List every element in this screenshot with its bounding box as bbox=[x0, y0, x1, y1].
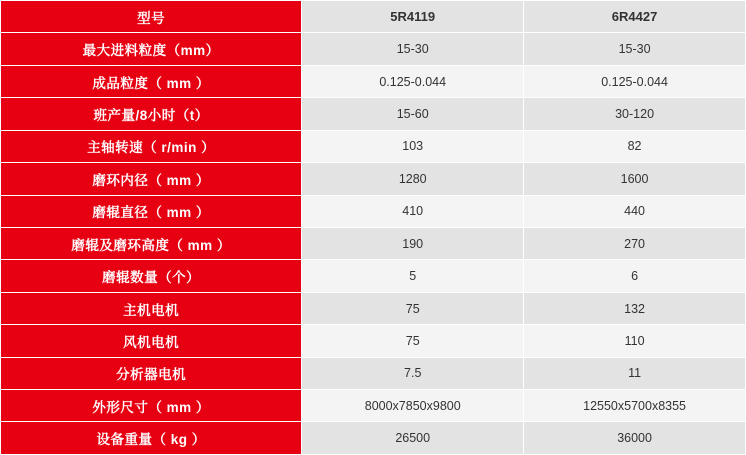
table-row bbox=[1, 65, 746, 97]
table-row bbox=[1, 98, 746, 130]
table-row bbox=[1, 325, 746, 357]
row-value-1: 75 bbox=[302, 292, 524, 324]
row-label: 磨辊数量（个） bbox=[1, 260, 302, 292]
row-value-1: 0.125-0.044 bbox=[302, 65, 524, 97]
row-label: 磨辊直径（ mm ） bbox=[1, 195, 302, 227]
row-value-1: 8000x7850x9800 bbox=[302, 390, 524, 422]
row-label: 型号 bbox=[1, 1, 302, 33]
row-value-2: 12550x5700x8355 bbox=[524, 390, 746, 422]
row-label: 分析器电机 bbox=[1, 357, 302, 389]
row-value-2: 36000 bbox=[524, 422, 746, 455]
table-row bbox=[1, 195, 746, 227]
table-row bbox=[1, 357, 746, 389]
row-value-2: 15-30 bbox=[524, 33, 746, 65]
row-value-2: 82 bbox=[524, 130, 746, 162]
row-value-2: 132 bbox=[524, 292, 746, 324]
table-row bbox=[1, 390, 746, 422]
row-value-2: 6R4427 bbox=[524, 1, 746, 33]
row-value-1: 1280 bbox=[302, 163, 524, 195]
row-label: 成品粒度（ mm ） bbox=[1, 65, 302, 97]
row-value-1: 15-60 bbox=[302, 98, 524, 130]
row-label: 设备重量（ kg ） bbox=[1, 422, 302, 455]
row-value-1: 26500 bbox=[302, 422, 524, 455]
table-row bbox=[1, 33, 746, 65]
row-value-2: 270 bbox=[524, 227, 746, 259]
row-value-1: 190 bbox=[302, 227, 524, 259]
table-row bbox=[1, 130, 746, 162]
row-value-1: 75 bbox=[302, 325, 524, 357]
table-row bbox=[1, 163, 746, 195]
row-label: 主机电机 bbox=[1, 292, 302, 324]
row-value-1: 410 bbox=[302, 195, 524, 227]
row-label: 班产量/8小时（t） bbox=[1, 98, 302, 130]
row-label: 风机电机 bbox=[1, 325, 302, 357]
row-value-1: 5 bbox=[302, 260, 524, 292]
row-value-2: 1600 bbox=[524, 163, 746, 195]
table-row bbox=[1, 227, 746, 259]
row-value-2: 11 bbox=[524, 357, 746, 389]
row-label: 磨环内径（ mm ） bbox=[1, 163, 302, 195]
table-row bbox=[1, 260, 746, 292]
row-value-2: 6 bbox=[524, 260, 746, 292]
row-value-2: 0.125-0.044 bbox=[524, 65, 746, 97]
row-value-1: 15-30 bbox=[302, 33, 524, 65]
row-value-2: 440 bbox=[524, 195, 746, 227]
row-label: 主轴转速（ r/min ） bbox=[1, 130, 302, 162]
table-row bbox=[1, 1, 746, 33]
row-value-2: 30-120 bbox=[524, 98, 746, 130]
row-label: 磨辊及磨环高度（ mm ） bbox=[1, 227, 302, 259]
row-label: 外形尺寸（ mm ） bbox=[1, 390, 302, 422]
table-body bbox=[1, 1, 746, 455]
row-value-1: 7.5 bbox=[302, 357, 524, 389]
row-value-2: 110 bbox=[524, 325, 746, 357]
row-value-1: 5R4119 bbox=[302, 1, 524, 33]
table-row bbox=[1, 422, 746, 455]
table-row bbox=[1, 292, 746, 324]
row-label: 最大进料粒度（mm） bbox=[1, 33, 302, 65]
row-value-1: 103 bbox=[302, 130, 524, 162]
